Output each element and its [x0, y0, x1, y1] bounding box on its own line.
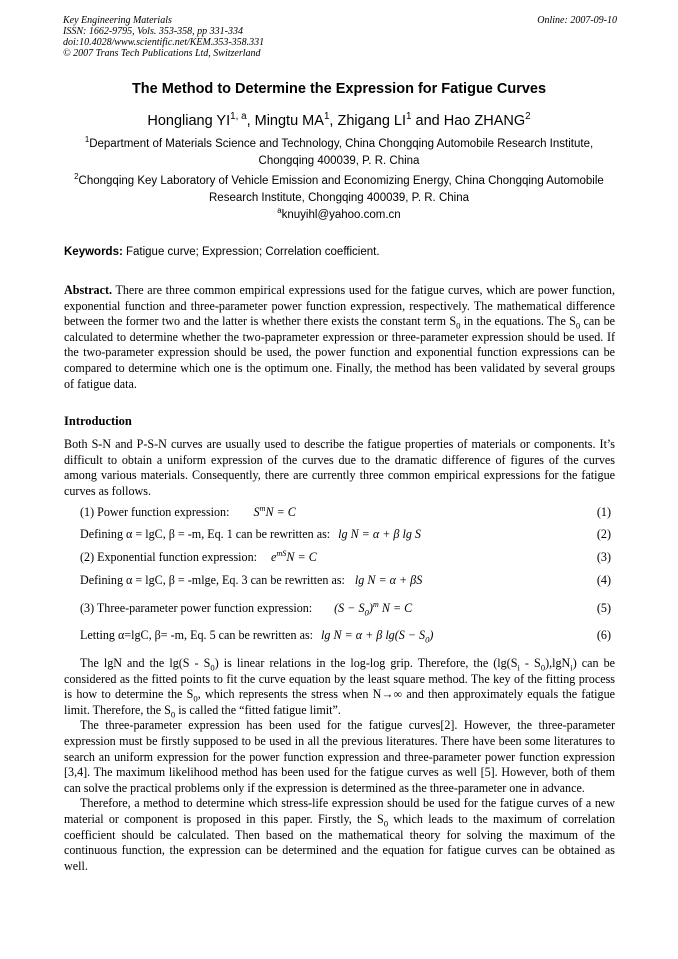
keywords-label: Keywords:	[64, 246, 123, 258]
author-conjunction: and	[411, 113, 444, 129]
equation-number: (6)	[596, 628, 611, 642]
author-affiliation-mark: 1	[323, 111, 330, 123]
email-mark: a	[277, 206, 282, 216]
equation-6	[80, 628, 615, 646]
equation-label: (1) Power function expression:	[80, 505, 230, 519]
section-title-introduction: Introduction	[64, 414, 132, 428]
equation-number: (1)	[596, 505, 611, 519]
journal-name: Key Engineering Materials	[63, 15, 172, 26]
subscript: 0	[540, 662, 546, 673]
author-affiliation-mark: 1, a	[230, 111, 247, 123]
equation-number: (3)	[596, 550, 611, 564]
doi-line: doi:10.4028/www.scientific.net/KEM.353-358.331	[63, 37, 265, 48]
text-run: Therefore, a method to determine which stress-life expression should be used for the fatigue curves of a new material or component is proposed in this paper. Firstly, the S	[64, 796, 615, 826]
subscript: i	[570, 662, 573, 673]
equation-2	[80, 527, 615, 545]
text-run: which leads to the maximum of correlation coefficient should be calculated. Then based on the mathematical theory for solving the maximum of the continuous function, the expression can be determined and the equation for fatigue curves can be obtained as well.	[64, 811, 615, 873]
author-name: Mingtu MA	[254, 113, 324, 129]
equation-math: lg N = α + β lg S	[338, 527, 421, 541]
equation-math: $e^{mS}N = C$	[271, 548, 317, 564]
text-run: ),lgN	[545, 656, 571, 670]
abstract	[64, 283, 615, 392]
equation-label: Defining α = lgC, β = -mlge, Eq. 3 can be rewritten as:	[80, 573, 345, 587]
text-run: - S	[519, 656, 541, 670]
equation-number: (2)	[596, 527, 611, 541]
body-paragraph: The three-parameter expression has been used for the fatigue curves[2]. However, the three-parameter expression must be firstly supposed to be used in all the previous literatures. There have been some literatures to search an uniform expression for the power function expression and three-parameter power function expression [3,4]. The maximum likelihood method has been used for the fatigue curves as well [5]. However, both of them can solve the practical problems only if the expression is determined as the three-parameter one in advance.	[64, 718, 615, 795]
subscript: 0	[575, 320, 581, 331]
author-affiliation-mark: 1	[406, 111, 412, 123]
body-paragraph	[64, 796, 615, 874]
keywords-text: Fatigue curve; Expression; Correlation coefficient.	[122, 246, 380, 258]
author-name: Zhigang LI	[337, 113, 407, 129]
text-run: ) can be considered as the fitted points to fit the curve equation by the least square method. The key of the fitting process is how to determine the S	[64, 656, 615, 702]
intro-paragraph: Both S-N and P-S-N curves are usually used to describe the fatigue properties of materials or components. It’s difficult to obtain a uniform expression of the curves due to the dramatic difference of figures of the curves among various materials. Consequently, there are currently three common empirical expressions for the fatigue curves as follows.	[64, 437, 615, 498]
equation-label: Defining α = lgC, β = -m, Eq. 1 can be rewritten as:	[80, 527, 331, 541]
equation-math: $(S - S_0)^m$ N = C	[334, 599, 413, 618]
equation-math: $S^mN = C$	[253, 503, 296, 519]
abstract-label: Abstract.	[64, 283, 113, 297]
abstract-text: in the equations. The S	[460, 314, 576, 329]
journal-header	[63, 15, 617, 59]
equation-4	[80, 573, 615, 591]
text-run: , which represents the stress when N→∞ and then approximately equals the fatigue limit. Therefore, the S	[64, 687, 615, 717]
online-date: Online: 2007-09-10	[537, 15, 617, 26]
equation-math: lg N = α + βS	[354, 573, 423, 587]
equation-5	[80, 601, 615, 619]
issn-line: ISSN: 1662-9795, Vols. 353-358, pp 331-334	[63, 26, 243, 37]
body-paragraph	[64, 656, 615, 718]
equation-label: (2) Exponential function expression:	[80, 550, 257, 564]
text-run: ) is linear relations in the log-log grip. Therefore, the (lg(S	[214, 656, 518, 670]
subscript: i	[517, 662, 520, 673]
subscript: 0	[383, 818, 389, 829]
equation-1	[80, 505, 615, 523]
equation-3	[80, 550, 615, 568]
abstract-text: can be calculated to determine whether the two-paprameter expression or three-parameter expression should be used. If the two-parameter expression should be used, the power function and exponential function expressions can be compared to determine which one is the optimum one. Finally, the method has been validated by several groups of fatigue data.	[64, 314, 616, 391]
affiliation-mark: 2	[74, 172, 79, 182]
subscript: 0	[456, 320, 461, 331]
author-affiliation-mark: 2	[525, 111, 531, 123]
body-text	[64, 656, 615, 874]
equation-number: (4)	[596, 573, 611, 587]
equation-math: lg N = α + β $\lg(S - S_0)$	[321, 628, 434, 645]
equation-label: Letting α=lgC, β= -m, Eq. 5 can be rewritten as:	[80, 628, 314, 642]
keywords	[64, 246, 380, 258]
author-name: Hongliang YI	[147, 113, 231, 129]
abstract-text: There are three common empirical expressions used for the fatigue curves, which are power function, exponential function and three-parameter power function expression, respectively. The mathematical difference between the former two and the latter is whether there exists the constant term S	[64, 283, 615, 329]
affiliation-text: Chongqing Key Laboratory of Vehicle Emission and Economizing Energy, China Chongqing Automobile Research Institute, Chongqing 400039, P. R. China	[78, 175, 604, 204]
affiliation-1	[72, 136, 606, 169]
paper-title: The Method to Determine the Expression for Fatigue Curves	[131, 81, 547, 97]
affiliation-2	[72, 173, 606, 206]
affiliation-text: Department of Materials Science and Technology, China Chongqing Automobile Research Institute, Chongqing 400039, P. R. China	[89, 138, 594, 167]
text-run: The lgN and the lg(S - S	[80, 656, 211, 670]
subscript: 0	[170, 709, 176, 720]
subscript: 0	[193, 693, 198, 704]
author-name: Hao ZHANG	[443, 113, 526, 129]
affiliation-mark: 1	[84, 135, 90, 145]
author-list: Hongliang YI$^{1, a}$, Mingtu $MA^1$, Zhigang $LI^1$ and Hao ZHANG$^2$	[147, 111, 531, 129]
copyright-line: © 2007 Trans Tech Publications Ltd, Switzerland	[63, 48, 261, 59]
author-email	[0, 206, 678, 221]
subscript: 0	[210, 662, 215, 673]
text-run: is called the “fitted fatigue limit”.	[175, 702, 341, 717]
equation-label: (3) Three-parameter power function expression:	[80, 601, 313, 615]
equation-number: (5)	[596, 601, 611, 615]
email-text: knuyihl@yahoo.com.cn	[281, 209, 401, 221]
